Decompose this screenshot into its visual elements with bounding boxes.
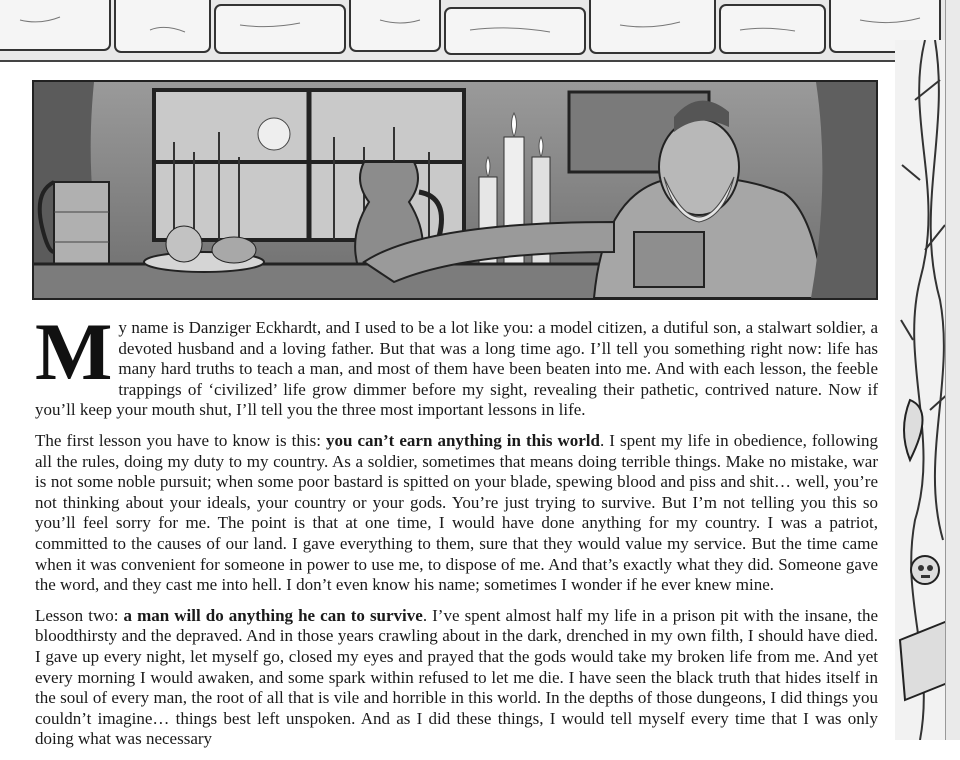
lesson-one-text: . I spent my life in obedience, following all the rules, doing my duty to my country. As a soldier, sometimes that means doing terrible things. Make no mistake, war is not some noble pursuit; when some poor bastard is spitted on your blade, spewing blood and piss and shit… well, you’re not thinking about your ideals, your country or your gods. You’re just trying to survive. But I’m not telling you this so you’ll feel sorry for me. The point is that at one time, I would have done anything for my country. I was a patriot, committed to the causes of our land. I gave everything to them, sure that they would value my service. But the time came when it was convenient for someone in power to use me, to dispose of me. And that’s exactly what they did. Someone gave the word, and they cast me into hell. I don’t even know his name; sometimes I wonder if he ever knew mine. xyxy=(35,430,879,595)
paragraph-intro-text: y name is Danziger Eckhardt, and I used to be a lot like you: a model citizen, a dutiful son, a stalwart soldier, a devoted husband and a loving father. But that was a long time ago. I’ll tell you something right now: life has many hard truths to teach a man, and most of them have been beaten into me. And with each lesson, the feeble trappings of ‘civilized’ life grow dimmer before my sight, revealing their pathetic, contrived nature. Now if you’ll keep your mouth shut, I’ll tell you the three most important lessons in life. xyxy=(35,318,878,420)
lesson-two-text: . I’ve spent almost half my life in a prison pit with the insane, the bloodthirsty and the depraved. And in those years crawling about in the dark, drenched in my own filth, I should have died. I gave up every night, let myself go, closed my eyes and prayed that the gods would take my broken life from me. And yet every morning I would awaken, and some spark within refused to let me die. I have seen the black truth that hides itself in the soul of every man, the root of all that is vile and horrible in this world. In the depths of those dungeons, I did things you couldn’t imagine… things best left unspoken. And as I did these things, I would tell myself every time that I was only doing what was necessary xyxy=(35,605,878,749)
page-edge xyxy=(945,0,960,740)
lesson-one-lead: The first lesson you have to know is this: xyxy=(35,430,326,450)
paragraph-lesson-one xyxy=(35,431,878,596)
lesson-two-lead: Lesson two: xyxy=(35,605,124,625)
lesson-two-title: a man will do anything he can to survive xyxy=(123,605,423,625)
stone-wall-border xyxy=(0,0,945,62)
paragraph-lesson-two xyxy=(35,606,878,750)
tavern-scene-illustration xyxy=(32,80,878,300)
lesson-one-title: you can’t earn anything in this world xyxy=(325,430,600,450)
paragraph-intro xyxy=(35,306,878,421)
drop-cap: M xyxy=(35,306,113,397)
article-body xyxy=(35,306,879,760)
